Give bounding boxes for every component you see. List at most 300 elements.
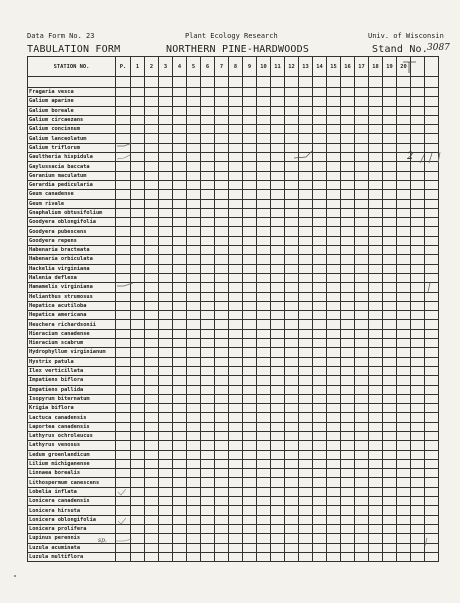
tally-cell: [369, 441, 383, 450]
tally-cell: [116, 255, 131, 264]
tally-cell: [159, 357, 173, 366]
tally-cell: [411, 339, 425, 348]
tally-cell: [341, 218, 355, 227]
tally-cell: [411, 543, 425, 552]
tally-cell: [285, 366, 299, 375]
tally-cell: [257, 404, 271, 413]
tally-cell: [341, 292, 355, 301]
tally-cell: [299, 218, 313, 227]
tally-cell: [215, 450, 229, 459]
tally-cell: [257, 227, 271, 236]
tally-cell: [383, 143, 397, 152]
tally-cell: [383, 366, 397, 375]
tally-cell: [369, 180, 383, 189]
table-row: [28, 534, 439, 543]
tally-cell: [397, 320, 411, 329]
tally-cell: [299, 394, 313, 403]
tally-cell: [201, 125, 215, 134]
tally-cell: [285, 543, 299, 552]
tally-cell: [243, 534, 257, 543]
tally-cell: [257, 106, 271, 115]
tally-cell: [159, 413, 173, 422]
tally-cell: [383, 115, 397, 124]
tally-cell: [159, 115, 173, 124]
species-name: Gaultheria hispidula: [28, 153, 116, 162]
tally-cell: [299, 404, 313, 413]
tally-cell: [131, 292, 145, 301]
tally-cell: [341, 422, 355, 431]
tally-cell: [116, 506, 131, 515]
table-cell: [243, 77, 257, 88]
tally-cell: [116, 394, 131, 403]
tally-cell: [159, 497, 173, 506]
tally-cell: [341, 385, 355, 394]
tally-cell: [159, 190, 173, 199]
tally-cell: [229, 218, 243, 227]
table-row: [28, 385, 439, 394]
tally-cell: [201, 97, 215, 106]
tally-cell: [187, 366, 201, 375]
tally-cell: [215, 153, 229, 162]
tally-cell: [355, 255, 369, 264]
tally-cell: [116, 543, 131, 552]
tally-cell: [116, 366, 131, 375]
tally-cell: [131, 190, 145, 199]
tally-cell: [285, 199, 299, 208]
tally-cell: [285, 534, 299, 543]
tally-cell: [411, 264, 425, 273]
tally-cell: [285, 357, 299, 366]
tally-cell: [313, 348, 327, 357]
tally-cell: [327, 125, 341, 134]
tally-cell: [131, 329, 145, 338]
tally-cell: [173, 431, 187, 440]
tally-cell: [257, 431, 271, 440]
column-header-station: 9: [243, 57, 257, 77]
tally-cell: [201, 255, 215, 264]
tally-cell: [397, 311, 411, 320]
table-row: [28, 339, 439, 348]
tally-cell: [131, 524, 145, 533]
tally-cell: [131, 404, 145, 413]
tally-cell: [229, 422, 243, 431]
tally-cell: [411, 524, 425, 533]
tally-cell: [285, 180, 299, 189]
luzula-sp-note: sp.: [98, 537, 107, 544]
tally-cell: [299, 459, 313, 468]
tally-cell: [215, 236, 229, 245]
tally-cell: [425, 515, 439, 524]
table-row: [28, 459, 439, 468]
species-name: Lobelia inflata: [28, 487, 116, 496]
tally-cell: [131, 552, 145, 561]
tally-cell: [397, 162, 411, 171]
tally-cell: [355, 301, 369, 310]
tally-cell: [313, 431, 327, 440]
tally-cell: [229, 552, 243, 561]
tally-cell: [145, 255, 159, 264]
tally-cell: [243, 339, 257, 348]
tally-cell: [271, 273, 285, 282]
tally-cell: [285, 125, 299, 134]
table-row: [28, 413, 439, 422]
tally-cell: [355, 543, 369, 552]
tally-cell: [355, 106, 369, 115]
tally-cell: [173, 320, 187, 329]
tally-cell: [411, 311, 425, 320]
column-header-station: 12: [285, 57, 299, 77]
tally-cell: [425, 301, 439, 310]
tally-cell: [257, 208, 271, 217]
tally-cell: [425, 376, 439, 385]
tally-cell: [341, 143, 355, 152]
tally-cell: [313, 311, 327, 320]
tally-cell: [383, 404, 397, 413]
tally-cell: [131, 246, 145, 255]
tally-cell: [145, 441, 159, 450]
tally-cell: [257, 478, 271, 487]
table-row: [28, 404, 439, 413]
tally-cell: [341, 469, 355, 478]
tally-cell: [201, 199, 215, 208]
tally-cell: [299, 246, 313, 255]
tally-cell: [425, 236, 439, 245]
species-name: Gaylussacia baccata: [28, 162, 116, 171]
tally-cell: [243, 292, 257, 301]
tally-cell: [257, 88, 271, 97]
tally-cell: [201, 283, 215, 292]
tally-cell: [201, 162, 215, 171]
tally-cell: [355, 339, 369, 348]
tally-cell: [271, 162, 285, 171]
tally-cell: [201, 180, 215, 189]
tally-cell: [355, 515, 369, 524]
tally-cell: [299, 348, 313, 357]
tally-cell: [215, 552, 229, 561]
tally-cell: [327, 273, 341, 282]
species-name: Ledum groenlandicum: [28, 450, 116, 459]
tally-cell: [355, 88, 369, 97]
tally-cell: [425, 394, 439, 403]
tally-cell: [425, 431, 439, 440]
tally-cell: [187, 524, 201, 533]
table-row: [28, 469, 439, 478]
table-cell: [355, 77, 369, 88]
tally-cell: [243, 404, 257, 413]
tally-cell: [369, 273, 383, 282]
tally-cell: [159, 385, 173, 394]
tally-cell: [383, 218, 397, 227]
tally-cell: [229, 190, 243, 199]
tally-cell: [369, 376, 383, 385]
tally-cell: [229, 450, 243, 459]
tally-cell: [327, 524, 341, 533]
tally-cell: [271, 292, 285, 301]
tally-cell: [313, 199, 327, 208]
tally-cell: [313, 273, 327, 282]
tally-cell: [355, 329, 369, 338]
tally-cell: [215, 487, 229, 496]
tally-cell: [411, 199, 425, 208]
tally-cell: [201, 431, 215, 440]
tally-cell: [383, 329, 397, 338]
tally-cell: [187, 134, 201, 143]
tally-cell: [383, 273, 397, 282]
tally-cell: [173, 357, 187, 366]
tally-cell: [397, 88, 411, 97]
species-name: Galium triflorum: [28, 143, 116, 152]
tally-cell: [271, 320, 285, 329]
column-header-station: 13: [299, 57, 313, 77]
tally-cell: [313, 88, 327, 97]
tally-cell: [383, 524, 397, 533]
tally-cell: [271, 339, 285, 348]
tally-cell: [131, 301, 145, 310]
tally-cell: [383, 385, 397, 394]
tally-cell: [187, 255, 201, 264]
tally-cell: [229, 134, 243, 143]
tally-cell: [341, 115, 355, 124]
tally-cell: [425, 478, 439, 487]
tally-cell: [369, 469, 383, 478]
tally-cell: [341, 366, 355, 375]
tally-cell: [173, 236, 187, 245]
species-name: Hieracium scabrum: [28, 339, 116, 348]
column-header-station: 1: [131, 57, 145, 77]
species-name: Impatiens biflora: [28, 376, 116, 385]
tally-cell: [411, 162, 425, 171]
tally-cell: [229, 264, 243, 273]
tally-cell: [369, 422, 383, 431]
tally-cell: [243, 441, 257, 450]
tally-cell: [229, 357, 243, 366]
tally-cell: [285, 469, 299, 478]
tally-cell: [425, 366, 439, 375]
tally-cell: [271, 478, 285, 487]
tally-cell: [397, 292, 411, 301]
tally-cell: [313, 292, 327, 301]
tally-cell: [355, 320, 369, 329]
tally-cell: [215, 394, 229, 403]
tally-cell: [271, 88, 285, 97]
tally-cell: [425, 171, 439, 180]
table-row: [28, 394, 439, 403]
tally-cell: [201, 552, 215, 561]
tally-cell: [411, 497, 425, 506]
tally-cell: [341, 441, 355, 450]
tally-cell: [215, 376, 229, 385]
species-name: Hepatica acutiloba: [28, 301, 116, 310]
tally-cell: [313, 487, 327, 496]
tally-cell: [313, 543, 327, 552]
tally-cell: [257, 264, 271, 273]
species-name: Lactuca canadensis: [28, 413, 116, 422]
table-cell: [201, 77, 215, 88]
tally-cell: [145, 450, 159, 459]
tally-cell: [327, 97, 341, 106]
tally-cell: [271, 199, 285, 208]
table-row: [28, 366, 439, 375]
tally-cell: [131, 376, 145, 385]
tally-cell: [159, 301, 173, 310]
tally-cell: [341, 497, 355, 506]
tally-cell: [116, 413, 131, 422]
tally-cell: [411, 552, 425, 561]
tally-cell: [341, 348, 355, 357]
tally-cell: [271, 246, 285, 255]
tally-cell: [299, 283, 313, 292]
tally-cell: [341, 487, 355, 496]
tally-cell: [425, 115, 439, 124]
tally-cell: [145, 385, 159, 394]
tally-cell: [369, 171, 383, 180]
tally-cell: [145, 357, 159, 366]
tally-cell: [145, 236, 159, 245]
species-name: Halenia deflexa: [28, 273, 116, 282]
tally-cell: [159, 450, 173, 459]
tally-cell: [285, 153, 299, 162]
tally-cell: [285, 264, 299, 273]
tally-cell: [215, 180, 229, 189]
tally-cell: [369, 153, 383, 162]
tally-cell: [383, 552, 397, 561]
species-name: Luzula multiflora: [28, 552, 116, 561]
tally-cell: [257, 441, 271, 450]
tally-cell: [369, 143, 383, 152]
tally-cell: [271, 311, 285, 320]
tally-cell: [201, 329, 215, 338]
tally-cell: [131, 97, 145, 106]
tally-cell: [243, 524, 257, 533]
tally-cell: [159, 487, 173, 496]
tally-cell: [397, 301, 411, 310]
tally-cell: [411, 487, 425, 496]
tally-cell: [187, 143, 201, 152]
tally-cell: [187, 115, 201, 124]
tally-cell: [173, 180, 187, 189]
tally-cell: [285, 431, 299, 440]
tally-cell: [341, 208, 355, 217]
tally-cell: [201, 404, 215, 413]
tally-cell: [257, 190, 271, 199]
tally-cell: [243, 431, 257, 440]
tally-cell: [187, 246, 201, 255]
tally-cell: [271, 255, 285, 264]
table-row: [28, 88, 439, 97]
tally-cell: [116, 441, 131, 450]
tally-cell: [397, 376, 411, 385]
tally-cell: [397, 255, 411, 264]
tally-cell: [299, 357, 313, 366]
tally-cell: [131, 180, 145, 189]
species-name: Lonicera canadensis: [28, 497, 116, 506]
tally-cell: [369, 227, 383, 236]
tally-cell: [215, 357, 229, 366]
tally-cell: [397, 422, 411, 431]
tally-cell: [411, 301, 425, 310]
tally-cell: [201, 273, 215, 282]
tally-cell: [397, 97, 411, 106]
tally-cell: [116, 106, 131, 115]
table-cell: [187, 77, 201, 88]
column-header-p: P.: [116, 57, 131, 77]
tally-cell: [116, 283, 131, 292]
tally-cell: [215, 273, 229, 282]
tally-cell: [215, 301, 229, 310]
species-name: Geranium maculatum: [28, 171, 116, 180]
tally-cell: [383, 441, 397, 450]
tally-cell: [327, 180, 341, 189]
tally-cell: [355, 143, 369, 152]
tally-cell: [145, 190, 159, 199]
tally-cell: [299, 478, 313, 487]
tally-cell: [411, 255, 425, 264]
tally-cell: [159, 125, 173, 134]
tally-cell: [229, 125, 243, 134]
tally-cell: [173, 348, 187, 357]
tally-cell: [355, 469, 369, 478]
tally-cell: [411, 171, 425, 180]
tally-cell: [131, 255, 145, 264]
tally-cell: [355, 348, 369, 357]
tally-cell: [243, 246, 257, 255]
tally-cell: [257, 311, 271, 320]
tally-cell: [243, 478, 257, 487]
tally-cell: [425, 524, 439, 533]
tally-cell: [159, 208, 173, 217]
tally-cell: [116, 524, 131, 533]
tally-cell: [257, 97, 271, 106]
tally-cell: [327, 171, 341, 180]
tally-cell: [257, 320, 271, 329]
tally-cell: [243, 208, 257, 217]
tally-cell: [271, 208, 285, 217]
tally-cell: [145, 394, 159, 403]
tally-cell: [285, 506, 299, 515]
tally-cell: [383, 180, 397, 189]
tally-cell: [341, 227, 355, 236]
tally-cell: [355, 357, 369, 366]
tally-cell: [355, 292, 369, 301]
tally-cell: [229, 497, 243, 506]
form-title: TABULATION FORM: [27, 44, 121, 55]
tally-cell: [131, 218, 145, 227]
tally-cell: [299, 552, 313, 561]
tally-cell: [383, 227, 397, 236]
tally-cell: [397, 348, 411, 357]
tally-cell: [397, 125, 411, 134]
column-header-station: 6: [201, 57, 215, 77]
tally-cell: [159, 283, 173, 292]
tally-cell: [299, 97, 313, 106]
tally-cell: [116, 376, 131, 385]
tally-cell: [173, 497, 187, 506]
tally-cell: [116, 478, 131, 487]
tally-cell: [257, 255, 271, 264]
tally-cell: [187, 478, 201, 487]
tally-cell: [341, 106, 355, 115]
tally-cell: [327, 329, 341, 338]
tally-cell: [425, 339, 439, 348]
tally-cell: [229, 478, 243, 487]
tally-cell: [383, 497, 397, 506]
column-header-station: 20: [397, 57, 411, 77]
tally-cell: [131, 459, 145, 468]
tally-cell: [355, 394, 369, 403]
tally-cell: [201, 208, 215, 217]
tally-cell: [159, 180, 173, 189]
tally-cell: [243, 125, 257, 134]
